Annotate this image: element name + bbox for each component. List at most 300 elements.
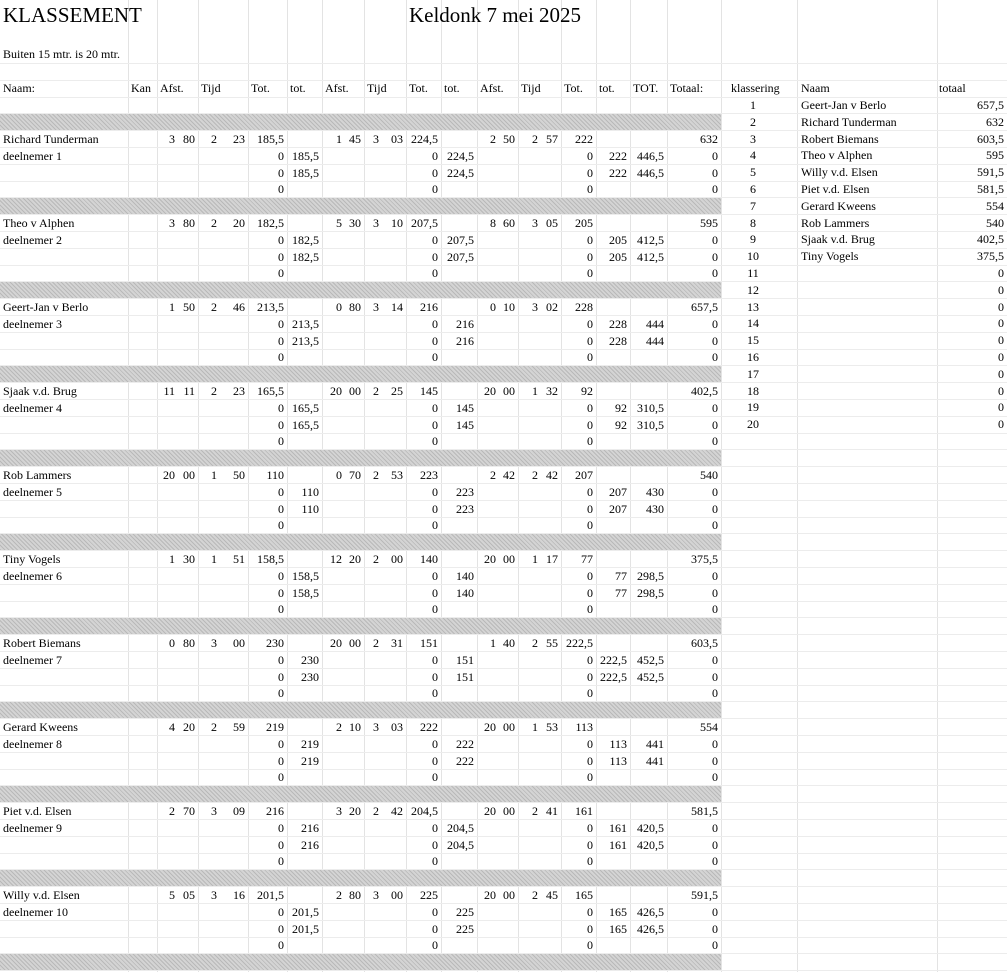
participant-name[interactable]: Sjaak v.d. Brug xyxy=(3,384,77,398)
zero-cell[interactable]: 0 xyxy=(587,232,593,247)
subtotal-cell[interactable]: 441 xyxy=(646,753,664,768)
participant-name[interactable]: Piet v.d. Elsen xyxy=(3,804,72,818)
zero-cell[interactable]: 0 xyxy=(278,904,284,919)
zero-cell[interactable]: 0 xyxy=(432,266,438,281)
score-cell[interactable]: 182,5 xyxy=(257,216,284,230)
zero-cell[interactable]: 0 xyxy=(432,652,438,667)
score-cell[interactable]: 2 xyxy=(211,132,217,146)
subtotal-cell[interactable]: 158,5 xyxy=(292,568,319,583)
score-cell[interactable]: 70 xyxy=(349,468,361,482)
subtotal-cell[interactable]: 140 xyxy=(456,568,474,583)
participant-label[interactable]: deelnemer 7 xyxy=(3,652,62,667)
subtotal-cell[interactable]: 223 xyxy=(456,501,474,516)
score-cell[interactable]: 03 xyxy=(391,132,403,146)
zero-cell[interactable]: 0 xyxy=(278,736,284,751)
zero-cell[interactable]: 0 xyxy=(587,165,593,180)
ranking-name[interactable]: Richard Tunderman xyxy=(801,115,897,129)
zero-cell[interactable]: 0 xyxy=(587,602,593,617)
zero-cell[interactable]: 0 xyxy=(278,165,284,180)
score-cell[interactable]: 1 xyxy=(532,720,538,734)
subtotal-cell[interactable]: 222,5 xyxy=(600,652,627,667)
zero-cell[interactable]: 0 xyxy=(432,434,438,449)
zero-cell[interactable]: 0 xyxy=(278,484,284,499)
total-cell[interactable]: 581,5 xyxy=(691,804,718,818)
subtotal-cell[interactable]: 77 xyxy=(615,568,627,583)
score-cell[interactable]: 2 xyxy=(532,132,538,146)
subtotal-cell[interactable]: 151 xyxy=(456,652,474,667)
ranking-total[interactable]: 0 xyxy=(998,350,1004,364)
score-cell[interactable]: 223 xyxy=(420,468,438,482)
score-cell[interactable]: 2 xyxy=(373,636,379,650)
total-cell[interactable]: 657,5 xyxy=(691,300,718,314)
subtotal-cell[interactable]: 213,5 xyxy=(292,333,319,348)
score-cell[interactable]: 2 xyxy=(373,552,379,566)
ranking-total[interactable]: 603,5 xyxy=(977,132,1004,146)
subtotal-cell[interactable]: 113 xyxy=(609,736,627,751)
zero-cell[interactable]: 0 xyxy=(712,585,718,600)
score-cell[interactable]: 53 xyxy=(546,720,558,734)
total-cell[interactable]: 554 xyxy=(700,720,718,734)
score-cell[interactable]: 10 xyxy=(349,720,361,734)
score-cell[interactable]: 3 xyxy=(373,216,379,230)
subtotal-cell[interactable]: 452,5 xyxy=(637,669,664,684)
zero-cell[interactable]: 0 xyxy=(432,518,438,533)
zero-cell[interactable]: 0 xyxy=(587,266,593,281)
subtotal-cell[interactable]: 444 xyxy=(646,316,664,331)
total-cell[interactable]: 595 xyxy=(700,216,718,230)
zero-cell[interactable]: 0 xyxy=(587,501,593,516)
zero-cell[interactable]: 0 xyxy=(432,400,438,415)
zero-cell[interactable]: 0 xyxy=(278,669,284,684)
score-cell[interactable]: 20 xyxy=(183,720,195,734)
zero-cell[interactable]: 0 xyxy=(432,669,438,684)
score-cell[interactable]: 80 xyxy=(349,888,361,902)
score-cell[interactable]: 00 xyxy=(503,552,515,566)
participant-name[interactable]: Tiny Vogels xyxy=(3,552,61,566)
sheet-title[interactable]: KLASSEMENT xyxy=(3,3,142,27)
score-cell[interactable]: 11 xyxy=(183,384,195,398)
zero-cell[interactable]: 0 xyxy=(278,333,284,348)
column-header[interactable]: TOT. xyxy=(633,81,659,95)
zero-cell[interactable]: 0 xyxy=(587,350,593,365)
participant-name[interactable]: Rob Lammers xyxy=(3,468,72,482)
score-cell[interactable]: 12 xyxy=(330,552,342,566)
score-cell[interactable]: 80 xyxy=(183,636,195,650)
zero-cell[interactable]: 0 xyxy=(712,148,718,163)
score-cell[interactable]: 20 xyxy=(330,384,342,398)
subtotal-cell[interactable]: 165 xyxy=(609,904,627,919)
zero-cell[interactable]: 0 xyxy=(587,820,593,835)
subtotal-cell[interactable]: 77 xyxy=(615,585,627,600)
zero-cell[interactable]: 0 xyxy=(587,518,593,533)
score-cell[interactable]: 0 xyxy=(169,636,175,650)
subtotal-cell[interactable]: 213,5 xyxy=(292,316,319,331)
subtotal-cell[interactable]: 216 xyxy=(456,333,474,348)
ranking-total[interactable]: 0 xyxy=(998,417,1004,431)
score-cell[interactable]: 00 xyxy=(349,636,361,650)
score-cell[interactable]: 0 xyxy=(336,468,342,482)
zero-cell[interactable]: 0 xyxy=(432,820,438,835)
participant-label[interactable]: deelnemer 9 xyxy=(3,820,62,835)
zero-cell[interactable]: 0 xyxy=(432,316,438,331)
zero-cell[interactable]: 0 xyxy=(432,148,438,163)
score-cell[interactable]: 50 xyxy=(183,300,195,314)
zero-cell[interactable]: 0 xyxy=(712,770,718,785)
subtotal-cell[interactable]: 222 xyxy=(456,753,474,768)
zero-cell[interactable]: 0 xyxy=(587,333,593,348)
score-cell[interactable]: 1 xyxy=(169,552,175,566)
subtotal-cell[interactable]: 204,5 xyxy=(447,820,474,835)
participant-label[interactable]: deelnemer 10 xyxy=(3,904,68,919)
score-cell[interactable]: 165 xyxy=(575,888,593,902)
score-cell[interactable]: 55 xyxy=(546,636,558,650)
ranking-header[interactable]: klassering xyxy=(731,81,780,95)
zero-cell[interactable]: 0 xyxy=(278,266,284,281)
zero-cell[interactable]: 0 xyxy=(712,182,718,197)
score-cell[interactable]: 2 xyxy=(490,132,496,146)
score-cell[interactable]: 20 xyxy=(484,804,496,818)
score-cell[interactable]: 23 xyxy=(233,384,245,398)
zero-cell[interactable]: 0 xyxy=(587,148,593,163)
zero-cell[interactable]: 0 xyxy=(432,753,438,768)
subtotal-cell[interactable]: 420,5 xyxy=(637,820,664,835)
zero-cell[interactable]: 0 xyxy=(278,837,284,852)
subtotal-cell[interactable]: 412,5 xyxy=(637,249,664,264)
subtotal-cell[interactable]: 161 xyxy=(609,820,627,835)
score-cell[interactable]: 3 xyxy=(373,300,379,314)
score-cell[interactable]: 151 xyxy=(420,636,438,650)
total-cell[interactable]: 591,5 xyxy=(691,888,718,902)
subtotal-cell[interactable]: 165,5 xyxy=(292,417,319,432)
score-cell[interactable]: 30 xyxy=(183,552,195,566)
score-cell[interactable]: 2 xyxy=(211,216,217,230)
subtotal-cell[interactable]: 310,5 xyxy=(637,400,664,415)
zero-cell[interactable]: 0 xyxy=(712,568,718,583)
zero-cell[interactable]: 0 xyxy=(587,400,593,415)
ranking-name[interactable]: Rob Lammers xyxy=(801,216,870,230)
ranking-name[interactable]: Gerard Kweens xyxy=(801,199,876,213)
event-title[interactable]: Keldonk 7 mei 2025 xyxy=(408,3,582,27)
column-header[interactable]: Kan xyxy=(131,81,151,95)
participant-name[interactable]: Willy v.d. Elsen xyxy=(3,888,80,902)
ranking-position[interactable]: 8 xyxy=(750,216,756,230)
score-cell[interactable]: 1 xyxy=(211,468,217,482)
score-cell[interactable]: 2 xyxy=(373,468,379,482)
score-cell[interactable]: 20 xyxy=(349,804,361,818)
zero-cell[interactable]: 0 xyxy=(278,350,284,365)
zero-cell[interactable]: 0 xyxy=(432,417,438,432)
subtotal-cell[interactable]: 219 xyxy=(301,736,319,751)
score-cell[interactable]: 20 xyxy=(349,552,361,566)
subtotal-cell[interactable]: 151 xyxy=(456,669,474,684)
zero-cell[interactable]: 0 xyxy=(587,736,593,751)
score-cell[interactable]: 60 xyxy=(503,216,515,230)
subtotal-cell[interactable]: 216 xyxy=(301,820,319,835)
zero-cell[interactable]: 0 xyxy=(587,585,593,600)
zero-cell[interactable]: 0 xyxy=(712,753,718,768)
score-cell[interactable]: 1 xyxy=(211,552,217,566)
ranking-position[interactable]: 10 xyxy=(747,249,759,263)
zero-cell[interactable]: 0 xyxy=(432,165,438,180)
ranking-total[interactable]: 402,5 xyxy=(977,232,1004,246)
total-cell[interactable]: 540 xyxy=(700,468,718,482)
subtotal-cell[interactable]: 441 xyxy=(646,736,664,751)
total-cell[interactable]: 402,5 xyxy=(691,384,718,398)
score-cell[interactable]: 216 xyxy=(266,804,284,818)
zero-cell[interactable]: 0 xyxy=(432,232,438,247)
zero-cell[interactable]: 0 xyxy=(432,854,438,869)
zero-cell[interactable]: 0 xyxy=(432,350,438,365)
score-cell[interactable]: 23 xyxy=(233,132,245,146)
subtotal-cell[interactable]: 446,5 xyxy=(637,165,664,180)
score-cell[interactable]: 30 xyxy=(349,216,361,230)
ranking-position[interactable]: 3 xyxy=(750,132,756,146)
score-cell[interactable]: 10 xyxy=(391,216,403,230)
total-cell[interactable]: 632 xyxy=(700,132,718,146)
score-cell[interactable]: 2 xyxy=(532,636,538,650)
column-header[interactable]: tot. xyxy=(290,81,306,95)
score-cell[interactable]: 80 xyxy=(183,216,195,230)
ranking-name[interactable]: Theo v Alphen xyxy=(801,148,873,162)
score-cell[interactable]: 09 xyxy=(233,804,245,818)
zero-cell[interactable]: 0 xyxy=(712,602,718,617)
note-cell[interactable]: Buiten 15 mtr. is 20 mtr. xyxy=(3,47,121,61)
score-cell[interactable]: 1 xyxy=(532,384,538,398)
subtotal-cell[interactable]: 444 xyxy=(646,333,664,348)
score-cell[interactable]: 2 xyxy=(532,804,538,818)
score-cell[interactable]: 3 xyxy=(532,300,538,314)
score-cell[interactable]: 10 xyxy=(503,300,515,314)
column-header[interactable]: Tijd xyxy=(521,81,541,95)
score-cell[interactable]: 00 xyxy=(183,468,195,482)
subtotal-cell[interactable]: 412,5 xyxy=(637,232,664,247)
ranking-position[interactable]: 13 xyxy=(747,300,759,314)
subtotal-cell[interactable]: 298,5 xyxy=(637,568,664,583)
zero-cell[interactable]: 0 xyxy=(587,249,593,264)
zero-cell[interactable]: 0 xyxy=(278,820,284,835)
zero-cell[interactable]: 0 xyxy=(712,350,718,365)
column-header[interactable]: tot. xyxy=(444,81,460,95)
total-cell[interactable]: 375,5 xyxy=(691,552,718,566)
participant-name[interactable]: Geert-Jan v Berlo xyxy=(3,300,89,314)
subtotal-cell[interactable]: 204,5 xyxy=(447,837,474,852)
zero-cell[interactable]: 0 xyxy=(278,770,284,785)
zero-cell[interactable]: 0 xyxy=(432,770,438,785)
zero-cell[interactable]: 0 xyxy=(587,753,593,768)
score-cell[interactable]: 185,5 xyxy=(257,132,284,146)
zero-cell[interactable]: 0 xyxy=(278,652,284,667)
score-cell[interactable]: 20 xyxy=(484,720,496,734)
score-cell[interactable]: 0 xyxy=(490,300,496,314)
score-cell[interactable]: 00 xyxy=(503,804,515,818)
score-cell[interactable]: 3 xyxy=(532,216,538,230)
ranking-name[interactable]: Robert Biemans xyxy=(801,132,879,146)
subtotal-cell[interactable]: 224,5 xyxy=(447,148,474,163)
subtotal-cell[interactable]: 205 xyxy=(609,232,627,247)
score-cell[interactable]: 145 xyxy=(420,384,438,398)
score-cell[interactable]: 53 xyxy=(391,468,403,482)
zero-cell[interactable]: 0 xyxy=(432,837,438,852)
zero-cell[interactable]: 0 xyxy=(587,417,593,432)
ranking-position[interactable]: 9 xyxy=(750,232,756,246)
zero-cell[interactable]: 0 xyxy=(712,837,718,852)
score-cell[interactable]: 2 xyxy=(373,804,379,818)
subtotal-cell[interactable]: 92 xyxy=(615,400,627,415)
subtotal-cell[interactable]: 230 xyxy=(301,669,319,684)
subtotal-cell[interactable]: 426,5 xyxy=(637,921,664,936)
subtotal-cell[interactable]: 452,5 xyxy=(637,652,664,667)
score-cell[interactable]: 00 xyxy=(503,888,515,902)
score-cell[interactable]: 222 xyxy=(575,132,593,146)
score-cell[interactable]: 42 xyxy=(503,468,515,482)
score-cell[interactable]: 20 xyxy=(233,216,245,230)
subtotal-cell[interactable]: 222 xyxy=(609,148,627,163)
score-cell[interactable]: 57 xyxy=(546,132,558,146)
column-header[interactable]: Tijd xyxy=(201,81,221,95)
zero-cell[interactable]: 0 xyxy=(712,669,718,684)
score-cell[interactable]: 40 xyxy=(503,636,515,650)
subtotal-cell[interactable]: 140 xyxy=(456,585,474,600)
participant-label[interactable]: deelnemer 2 xyxy=(3,232,62,247)
score-cell[interactable]: 213,5 xyxy=(257,300,284,314)
column-header[interactable]: Tot. xyxy=(409,81,428,95)
ranking-position[interactable]: 1 xyxy=(750,98,756,112)
score-cell[interactable]: 140 xyxy=(420,552,438,566)
zero-cell[interactable]: 0 xyxy=(278,316,284,331)
score-cell[interactable]: 207,5 xyxy=(411,216,438,230)
participant-label[interactable]: deelnemer 1 xyxy=(3,148,62,163)
zero-cell[interactable]: 0 xyxy=(712,266,718,281)
score-cell[interactable]: 16 xyxy=(233,888,245,902)
subtotal-cell[interactable]: 228 xyxy=(609,316,627,331)
zero-cell[interactable]: 0 xyxy=(432,921,438,936)
column-header[interactable]: Tot. xyxy=(251,81,270,95)
zero-cell[interactable]: 0 xyxy=(587,921,593,936)
ranking-total[interactable]: 0 xyxy=(998,367,1004,381)
score-cell[interactable]: 204,5 xyxy=(411,804,438,818)
zero-cell[interactable]: 0 xyxy=(432,602,438,617)
zero-cell[interactable]: 0 xyxy=(587,568,593,583)
ranking-name[interactable]: Willy v.d. Elsen xyxy=(801,165,878,179)
score-cell[interactable]: 5 xyxy=(336,216,342,230)
zero-cell[interactable]: 0 xyxy=(587,484,593,499)
zero-cell[interactable]: 0 xyxy=(712,686,718,701)
ranking-total[interactable]: 0 xyxy=(998,283,1004,297)
zero-cell[interactable]: 0 xyxy=(712,652,718,667)
score-cell[interactable]: 45 xyxy=(546,888,558,902)
column-header[interactable]: Tot. xyxy=(564,81,583,95)
score-cell[interactable]: 45 xyxy=(349,132,361,146)
ranking-total[interactable]: 0 xyxy=(998,316,1004,330)
score-cell[interactable]: 201,5 xyxy=(257,888,284,902)
score-cell[interactable]: 31 xyxy=(391,636,403,650)
score-cell[interactable]: 05 xyxy=(183,888,195,902)
score-cell[interactable]: 3 xyxy=(211,888,217,902)
zero-cell[interactable]: 0 xyxy=(432,249,438,264)
score-cell[interactable]: 3 xyxy=(169,132,175,146)
zero-cell[interactable]: 0 xyxy=(278,417,284,432)
score-cell[interactable]: 230 xyxy=(266,636,284,650)
score-cell[interactable]: 219 xyxy=(266,720,284,734)
ranking-total[interactable]: 0 xyxy=(998,300,1004,314)
zero-cell[interactable]: 0 xyxy=(278,518,284,533)
zero-cell[interactable]: 0 xyxy=(278,400,284,415)
ranking-name[interactable]: Piet v.d. Elsen xyxy=(801,182,870,196)
score-cell[interactable]: 228 xyxy=(575,300,593,314)
score-cell[interactable]: 1 xyxy=(490,636,496,650)
subtotal-cell[interactable]: 430 xyxy=(646,484,664,499)
score-cell[interactable]: 3 xyxy=(336,804,342,818)
subtotal-cell[interactable]: 165 xyxy=(609,921,627,936)
score-cell[interactable]: 2 xyxy=(532,888,538,902)
ranking-total[interactable]: 0 xyxy=(998,384,1004,398)
score-cell[interactable]: 77 xyxy=(581,552,593,566)
ranking-name[interactable]: Tiny Vogels xyxy=(801,249,859,263)
zero-cell[interactable]: 0 xyxy=(587,854,593,869)
zero-cell[interactable]: 0 xyxy=(712,938,718,953)
subtotal-cell[interactable]: 201,5 xyxy=(292,904,319,919)
participant-label[interactable]: deelnemer 6 xyxy=(3,568,62,583)
ranking-position[interactable]: 5 xyxy=(750,165,756,179)
column-header[interactable]: Tijd xyxy=(367,81,387,95)
score-cell[interactable]: 225 xyxy=(420,888,438,902)
score-cell[interactable]: 2 xyxy=(169,804,175,818)
ranking-total[interactable]: 595 xyxy=(986,148,1004,162)
zero-cell[interactable]: 0 xyxy=(278,249,284,264)
zero-cell[interactable]: 0 xyxy=(278,568,284,583)
participant-name[interactable]: Robert Biemans xyxy=(3,636,81,650)
zero-cell[interactable]: 0 xyxy=(278,232,284,247)
total-cell[interactable]: 603,5 xyxy=(691,636,718,650)
subtotal-cell[interactable]: 430 xyxy=(646,501,664,516)
score-cell[interactable]: 5 xyxy=(169,888,175,902)
ranking-total[interactable]: 581,5 xyxy=(977,182,1004,196)
score-cell[interactable]: 02 xyxy=(546,300,558,314)
subtotal-cell[interactable]: 222 xyxy=(456,736,474,751)
score-cell[interactable]: 25 xyxy=(391,384,403,398)
ranking-total[interactable]: 375,5 xyxy=(977,249,1004,263)
score-cell[interactable]: 3 xyxy=(211,636,217,650)
score-cell[interactable]: 207 xyxy=(575,468,593,482)
zero-cell[interactable]: 0 xyxy=(432,686,438,701)
score-cell[interactable]: 00 xyxy=(233,636,245,650)
ranking-total[interactable]: 657,5 xyxy=(977,98,1004,112)
subtotal-cell[interactable]: 225 xyxy=(456,921,474,936)
subtotal-cell[interactable]: 224,5 xyxy=(447,165,474,180)
ranking-total[interactable]: 554 xyxy=(986,199,1004,213)
subtotal-cell[interactable]: 446,5 xyxy=(637,148,664,163)
score-cell[interactable]: 50 xyxy=(233,468,245,482)
subtotal-cell[interactable]: 165,5 xyxy=(292,400,319,415)
subtotal-cell[interactable]: 228 xyxy=(609,333,627,348)
zero-cell[interactable]: 0 xyxy=(712,434,718,449)
zero-cell[interactable]: 0 xyxy=(587,686,593,701)
ranking-position[interactable]: 19 xyxy=(747,400,759,414)
ranking-position[interactable]: 7 xyxy=(750,199,756,213)
column-header[interactable]: Totaal: xyxy=(670,81,704,95)
zero-cell[interactable]: 0 xyxy=(712,820,718,835)
zero-cell[interactable]: 0 xyxy=(432,501,438,516)
score-cell[interactable]: 222 xyxy=(420,720,438,734)
score-cell[interactable]: 8 xyxy=(490,216,496,230)
subtotal-cell[interactable]: 92 xyxy=(615,417,627,432)
ranking-position[interactable]: 15 xyxy=(747,333,759,347)
score-cell[interactable]: 158,5 xyxy=(257,552,284,566)
subtotal-cell[interactable]: 230 xyxy=(301,652,319,667)
score-cell[interactable]: 2 xyxy=(373,384,379,398)
participant-name[interactable]: Richard Tunderman xyxy=(3,132,99,146)
subtotal-cell[interactable]: 216 xyxy=(301,837,319,852)
